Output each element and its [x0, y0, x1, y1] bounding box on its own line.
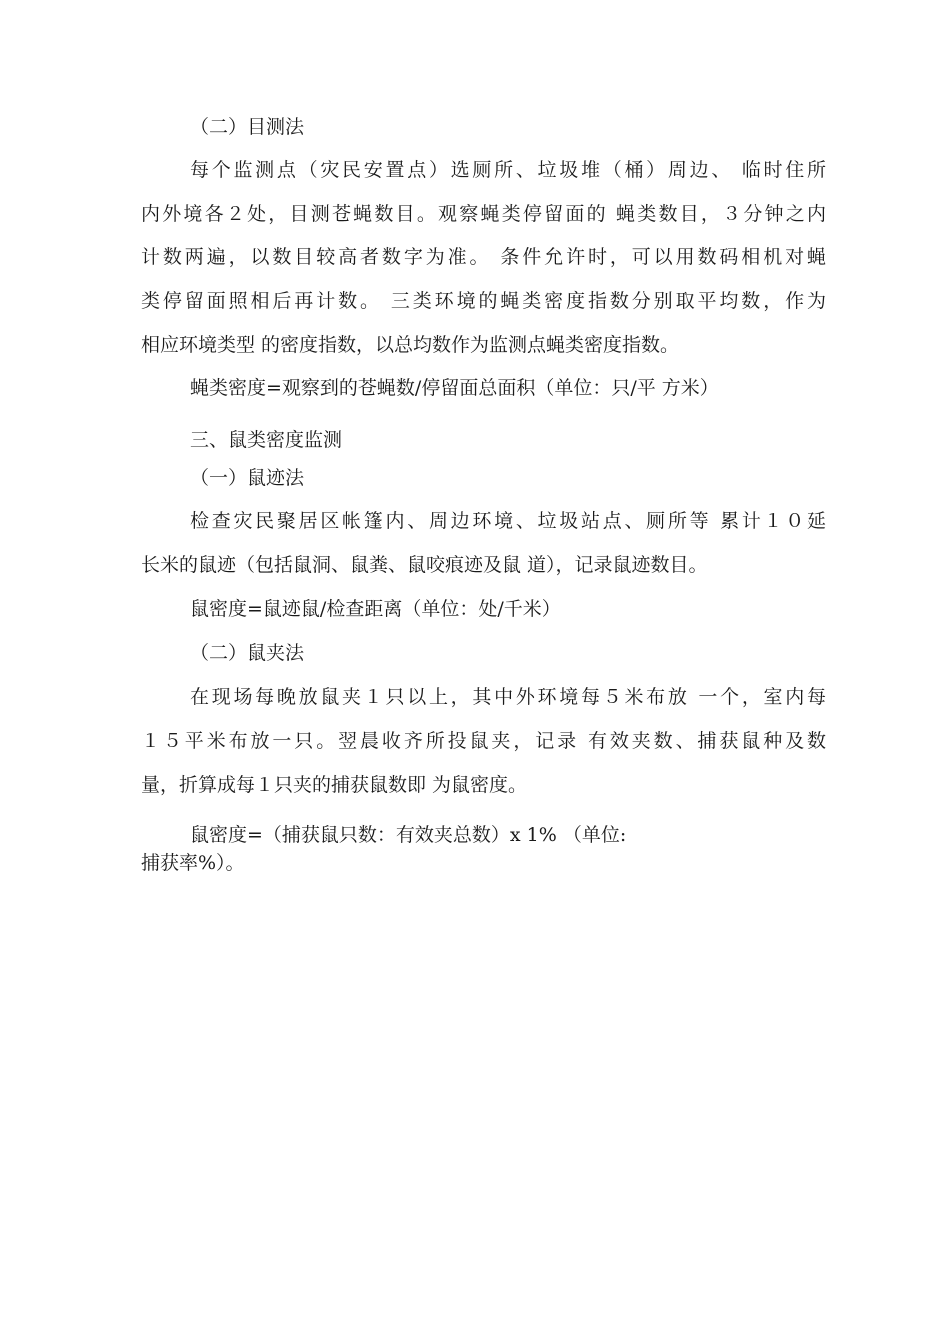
paragraph-line: 量，折算成每１只夹的捕获鼠数即 为鼠密度。 — [141, 774, 528, 796]
rodent-section-heading: 三、鼠类密度监测 — [190, 429, 343, 451]
paragraph-line: 每个监测点（灾民安置点）选厕所、垃圾堆（桶）周边、 临时住所 — [190, 159, 826, 181]
rodent-trace-formula: 鼠密度=鼠迹鼠/检查距离（单位：处/千米） — [190, 598, 561, 620]
paragraph-line: 计数两遍，以数目较高者数字为准。 条件允许时，可以用数码相机对蝇 — [141, 246, 826, 268]
trap-method-heading: （二）鼠夹法 — [190, 642, 305, 664]
rodent-trap-formula-continued: 捕获率%）。 — [141, 852, 245, 874]
paragraph-line: 长米的鼠迹（包括鼠洞、鼠粪、鼠咬痕迹及鼠 道），记录鼠迹数目。 — [141, 554, 708, 576]
visual-method-heading: （二）目测法 — [190, 116, 305, 138]
paragraph-line: 相应环境类型 的密度指数，以总均数作为监测点蝇类密度指数。 — [141, 334, 680, 356]
paragraph-line: 内外境各２处，目测苍蝇数目。观察蝇类停留面的 蝇类数目，３分钟之内 — [141, 203, 826, 225]
rodent-trap-formula: 鼠密度=（捕获鼠只数：有效夹总数）x 1% （单位: — [190, 824, 627, 846]
fly-density-formula: 蝇类密度=观察到的苍蝇数/停留面总面积（单位：只/平 方米） — [190, 377, 719, 399]
paragraph-line: 检查灾民聚居区帐篷内、周边环境、垃圾站点、厕所等 累计１０延 — [190, 510, 826, 532]
paragraph-line: 在现场每晚放鼠夹１只以上，其中外环境每５米布放 一个，室内每 — [190, 686, 826, 708]
paragraph-line: 类停留面照相后再计数。 三类环境的蝇类密度指数分别取平均数，作为 — [141, 290, 826, 312]
trace-method-heading: （一）鼠迹法 — [190, 467, 305, 489]
paragraph-line: １５平米布放一只。翌晨收齐所投鼠夹，记录 有效夹数、捕获鼠种及数 — [141, 730, 826, 752]
